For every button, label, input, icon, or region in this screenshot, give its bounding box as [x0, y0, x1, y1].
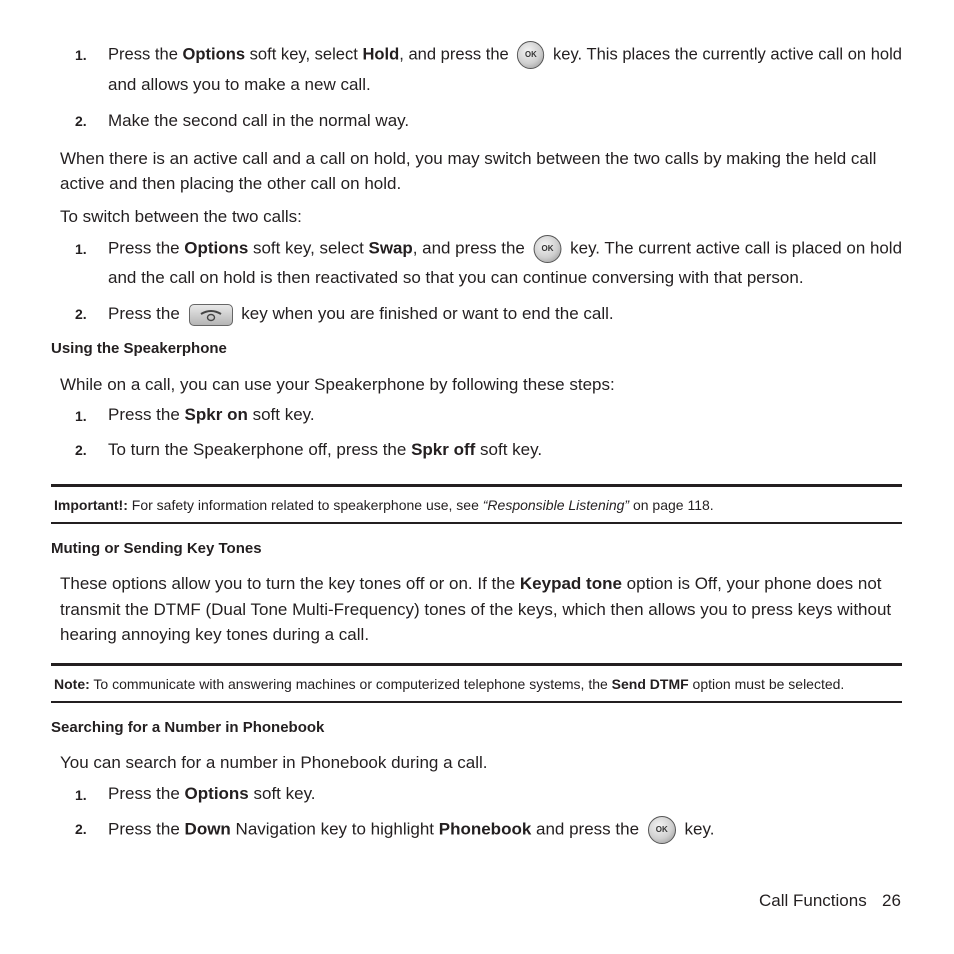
- step-number: 2.: [75, 113, 87, 129]
- step-spkr-off: To turn the Speakerphone off, press the Spkr off soft key.: [108, 440, 543, 459]
- para-active-line2: active and then placing the other call on hold.: [60, 174, 402, 193]
- step-second-call: Make the second call in the normal way.: [108, 111, 410, 130]
- important-label: Important!:: [54, 497, 128, 513]
- ok-key-icon: OK: [517, 41, 544, 69]
- step-number: 1.: [75, 47, 87, 63]
- speaker-intro: While on a call, you can use your Speakerphone by following these steps:: [60, 375, 615, 394]
- important-callout: Important!: For safety information related to speakerphone use, see “Responsible Listening” on page 118.: [51, 484, 902, 524]
- switch-intro: To switch between the two calls:: [60, 207, 302, 226]
- page-number: 26: [882, 891, 901, 910]
- ok-key-icon: OK: [534, 235, 562, 263]
- step-swap-line1: Press the Options soft key, select Swap, and press the OK key. The current active call is placed on hold: [108, 235, 902, 263]
- step-number: 1.: [75, 408, 87, 424]
- note-callout: Note: To communicate with answering machines or computerized telephone systems, the Send DTMF option must be selected.: [51, 663, 902, 703]
- step-spkr-on: Press the Spkr on soft key.: [108, 405, 315, 424]
- muting-line3: hearing annoying key tones during a call.: [60, 625, 370, 644]
- heading-muting: Muting or Sending Key Tones: [51, 540, 262, 557]
- responsible-listening-ref: “Responsible Listening”: [482, 497, 630, 513]
- heading-phonebook: Searching for a Number in Phonebook: [51, 719, 325, 736]
- heading-speakerphone: Using the Speakerphone: [51, 340, 227, 357]
- step-number: 1.: [75, 787, 87, 803]
- step-hold-line2: and allows you to make a new call.: [108, 75, 371, 94]
- note-label: Note:: [54, 676, 90, 692]
- step-number: 2.: [75, 821, 87, 837]
- step-hold-line1: Press the Options soft key, select Hold, and press the OK key. This places the currently active call on hold: [108, 41, 902, 69]
- step-options: Press the Options soft key.: [108, 784, 316, 803]
- ok-key-icon: OK: [648, 816, 676, 844]
- step-highlight-phonebook: Press the Down Navigation key to highlight Phonebook and press the OK key.: [108, 816, 714, 844]
- step-number: 2.: [75, 442, 87, 458]
- muting-line2: transmit the DTMF (Dual Tone Multi-Frequency) tones of the keys, which then allows you to press keys without: [60, 600, 892, 619]
- phonebook-intro: You can search for a number in Phonebook during a call.: [60, 753, 488, 772]
- step-end-call: Press the key when you are finished or want to end the call.: [108, 301, 614, 326]
- para-active-line1: When there is an active call and a call on hold, you may switch between the two calls by making the held call: [60, 149, 877, 168]
- step-number: 2.: [75, 306, 87, 322]
- end-key-icon: [189, 304, 233, 326]
- step-number: 1.: [75, 241, 87, 257]
- step-swap-line2: and the call on hold is then reactivated so that you can continue conversing with that person.: [108, 268, 804, 287]
- muting-line1: These options allow you to turn the key tones off or on. If the Keypad tone option is Off, your phone does not: [60, 574, 882, 593]
- footer-section: Call Functions: [759, 891, 867, 910]
